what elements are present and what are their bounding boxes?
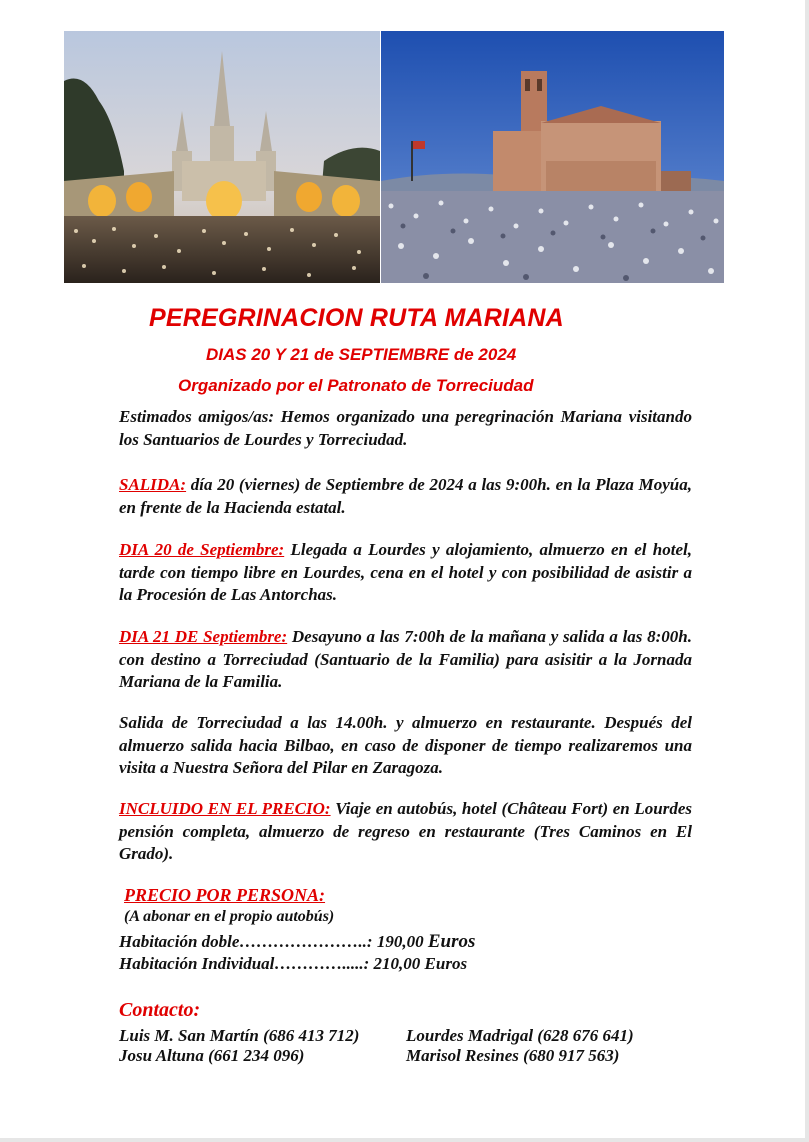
double-room-label: Habitación doble…………………..: 190,00 (119, 932, 428, 951)
departure-label: SALIDA: (119, 475, 187, 494)
day20-label: DIA 20 de Septiembre: (119, 540, 285, 559)
contact-person: Luis M. San Martín (686 413 712) (119, 1026, 360, 1045)
departure-paragraph (119, 474, 692, 519)
torreciudad-sanctuary-photo (381, 31, 724, 283)
departure-text: día 20 (viernes) de Septiembre de 2024 a las 9:00h. en la Plaza Moyúa, en frente de la Hacienda estatal. (119, 475, 692, 517)
day21-text: Desayuno a las 7:00h de la mañana y salida a las 8:00h. con destino a Torreciudad (Santuario de la Familia) para asisitir a la Jornada Mariana de la Familia. (119, 627, 693, 691)
double-room-price (119, 931, 475, 953)
price-note: (A abonar en el propio autobús) (124, 908, 335, 925)
return-paragraph: Salida de Torreciudad a las 14.00h. y almuerzo en restaurante. Después del almuerzo salida hacia Bilbao, en caso de disponer de tiempo realizaremos una visita a Nuestra Señora del Pilar en Zaragoza. (119, 713, 692, 777)
double-room-unit: Euros (427, 931, 476, 952)
organizer-line: Organizado por el Patronato de Torreciudad (178, 376, 534, 395)
contact-heading: Contacto: (119, 999, 201, 1021)
contact-person: Josu Altuna (661 234 096) (119, 1046, 305, 1065)
included-paragraph (119, 798, 692, 866)
day20-text: Llegada a Lourdes y alojamiento, almuerzo en el hotel, tarde con tiempo libre en Lourdes, cena en el hotel y con posibilidad de asistir a la Procesión de Las Antorchas. (119, 540, 692, 604)
event-dates: DIAS 20 Y 21 de SEPTIEMBRE de 2024 (206, 345, 517, 364)
day21-label: DIA 21 DE Septiembre: (119, 627, 288, 646)
day21-paragraph (119, 626, 692, 694)
lourdes-basilica-photo (64, 31, 380, 283)
contact-person: Lourdes Madrigal (628 676 641) (406, 1026, 634, 1045)
contact-person: Marisol Resines (680 917 563) (406, 1046, 620, 1065)
included-label: INCLUIDO EN EL PRECIO: (119, 799, 331, 818)
page-title: PEREGRINACION RUTA MARIANA (149, 304, 564, 332)
included-text: Viaje en autobús, hotel (Château Fort) en Lourdes pensión completa, almuerzo de regreso en restaurante (Tres Caminos en El Grado). (119, 799, 692, 863)
day20-paragraph (119, 539, 692, 607)
intro-paragraph: Estimados amigos/as: Hemos organizado una peregrinación Mariana visitando los Santuarios de Lourdes y Torreciudad. (119, 407, 692, 449)
price-heading: PRECIO POR PERSONA: (124, 885, 326, 905)
single-room-price: Habitación Individual………….....: 210,00 Euros (119, 954, 468, 973)
